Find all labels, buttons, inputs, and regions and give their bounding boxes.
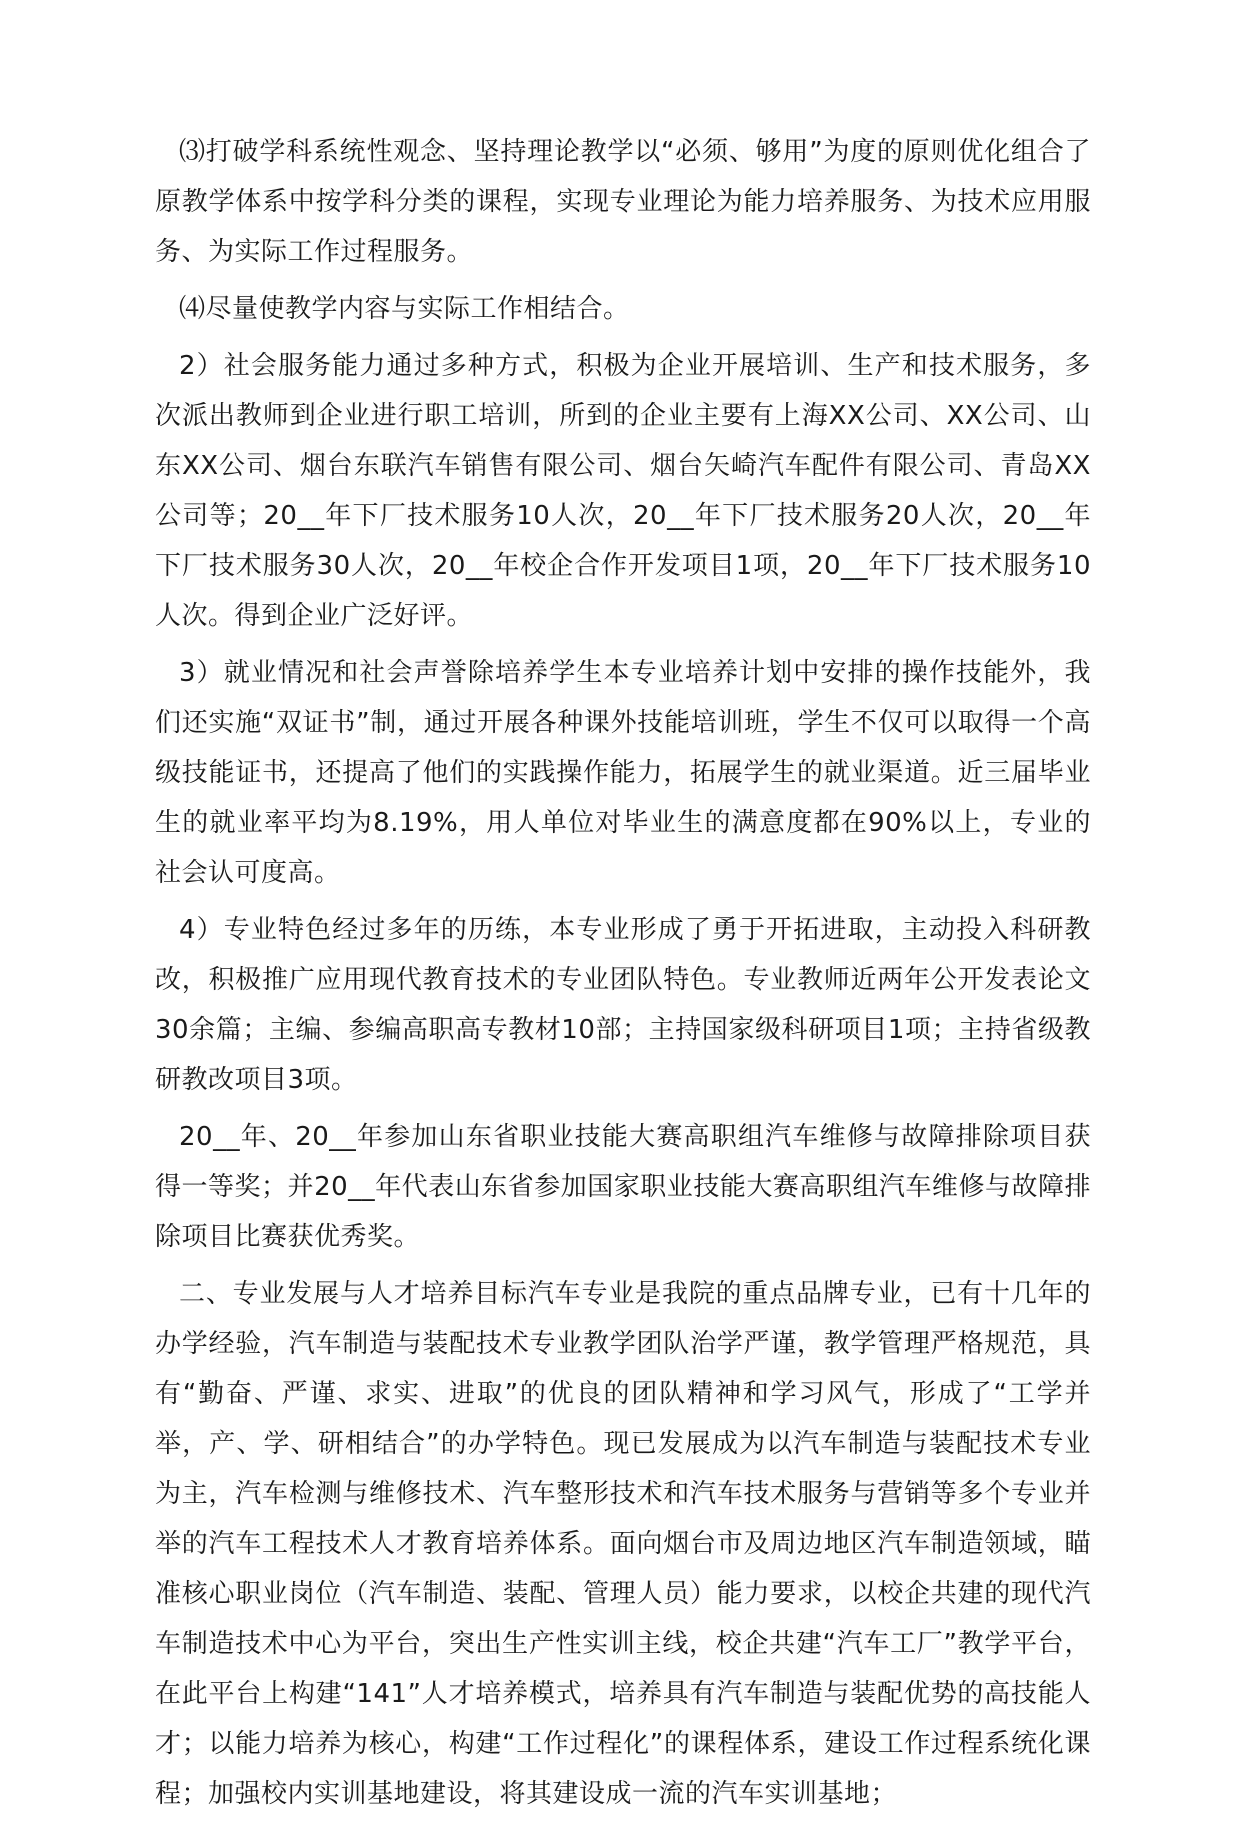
paragraph-course-optimization: ⑶打破学科系统性观念、坚持理论教学以“必须、够用”为度的原则优化组合了原教学体系中按学科分类的课程，实现专业理论为能力培养服务、为技术应用服务、为实际工作过程服务。 — [155, 137, 1091, 267]
paragraph-teaching-content: ⑷尽量使教学内容与实际工作相结合。 — [179, 294, 630, 324]
paragraph-employment: 3）就业情况和社会声誉除培养学生本专业培养计划中安排的操作技能外，我们还实施“双证书”制，通过开展各种课外技能培训班，学生不仅可以取得一个高级技能证书，还提高了他们的实践操作能力，拓展学生的就业渠道。近三届毕业生的就业率平均为8.19%，用人单位对毕业生的满意度都在90%以上，专业的社会认可度高。 — [155, 658, 1091, 888]
paragraph-awards: 20__年、20__年参加山东省职业技能大赛高职组汽车维修与故障排除项目获得一等奖；并20__年代表山东省参加国家职业技能大赛高职组汽车维修与故障排除项目比赛获优秀奖。 — [155, 1122, 1091, 1252]
paragraph-specialty-features: 4）专业特色经过多年的历练，本专业形成了勇于开拓进取，主动投入科研教改，积极推广应用现代教育技术的专业团队特色。专业教师近两年公开发表论文30余篇；主编、参编高职高专教材10部；主持国家级科研项目1项；主持省级教研教改项目3项。 — [155, 915, 1091, 1095]
paragraph-social-service: 2）社会服务能力通过多种方式，积极为企业开展培训、生产和技术服务，多次派出教师到企业进行职工培训，所到的企业主要有上海XX公司、XX公司、山东XX公司、烟台东联汽车销售有限公司、烟台矢崎汽车配件有限公司、青岛XX公司等；20__年下厂技术服务10人次，20__年下厂技术服务20人次，20__年下厂技术服务30人次，20__年校企合作开发项目1项，20__年下厂技术服务10人次。得到企业广泛好评。 — [155, 351, 1091, 631]
paragraph-development-goals: 二、专业发展与人才培养目标汽车专业是我院的重点品牌专业，已有十几年的办学经验，汽车制造与装配技术专业教学团队治学严谨，教学管理严格规范，具有“勤奋、严谨、求实、进取”的优良的团队精神和学习风气，形成了“工学并举，产、学、研相结合”的办学特色。现已发展成为以汽车制造与装配技术专业为主，汽车检测与维修技术、汽车整形技术和汽车技术服务与营销等多个专业并举的汽车工程技术人才教育培养体系。面向烟台市及周边地区汽车制造领域，瞄准核心职业岗位（汽车制造、装配、管理人员）能力要求，以校企共建的现代汽车制造技术中心为平台，突出生产性实训主线，校企共建“汽车工厂”教学平台，在此平台上构建“141”人才培养模式，培养具有汽车制造与装配优势的高技能人才；以能力培养为核心，构建“工作过程化”的课程体系，建设工作过程系统化课程；加强校内实训基地建设，将其建设成一流的汽车实训基地； — [155, 1279, 1091, 1809]
document-body — [155, 127, 1091, 1826]
